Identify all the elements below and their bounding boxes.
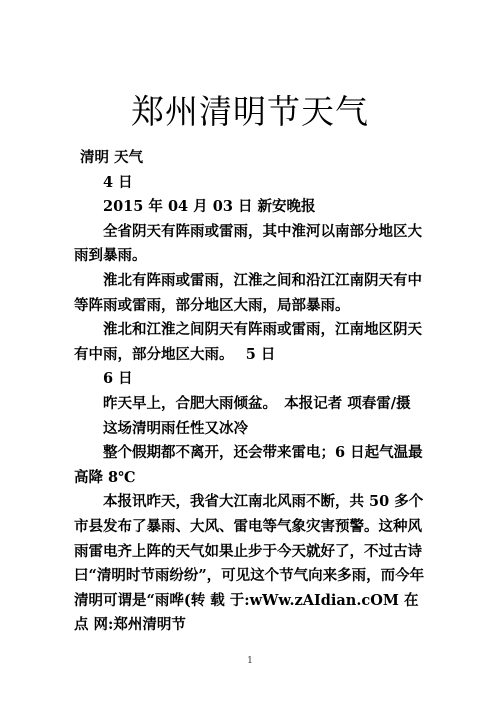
paragraph-source: 2015 年 04 月 03 日 新安晚报: [103, 198, 316, 216]
page-number: 1: [247, 656, 253, 666]
paragraph-forecast-1: 全省阴天有阵雨或雷雨，其中淮河以南部分地区大雨到暴雨。: [74, 222, 422, 265]
paragraph-date-4: 4 日: [103, 173, 133, 191]
paragraph-forecast-3: 淮北和江淮之间阴天有阵雨或雷雨，江南地区阴天有中雨，部分地区大雨。 5 日: [74, 321, 422, 363]
paragraph-headline: 这场清明雨任性又冰冷: [103, 419, 248, 437]
document-title: 郑州清明节天气: [131, 92, 369, 131]
paragraph-forecast-2: 淮北有阵雨或雷雨，江淮之间和沿江江南阴天有中等阵雨或雷雨，部分地区大雨，局部暴雨。: [74, 271, 422, 314]
paragraph-date-6: 6 日: [103, 370, 133, 388]
document-body: [74, 146, 434, 638]
paragraph-subheadline: 整个假期都不离开，还会带来雷电；6 日起气温最高降 8℃: [74, 444, 423, 486]
paragraph-article: 本报讯昨天，我省大江南北风雨不断，共 50 多个市县发布了暴雨、大风、雷电等气象灾害预警。这种风雨雷电齐上阵的天气如果止步于今天就好了，不过古诗曰“清明时节雨纷纷”，可见这个节气向来多雨，而今年清明可谓是“雨哗(转 载 于:wWw.zAIdian.cOM 在 点 网:郑州清明节: [74, 493, 425, 634]
paragraph-photo-caption: 昨天早上，合肥大雨倾盆。 本报记者 项春雷/摄: [103, 394, 411, 412]
paragraph-tags: 清明 天气: [80, 149, 144, 166]
